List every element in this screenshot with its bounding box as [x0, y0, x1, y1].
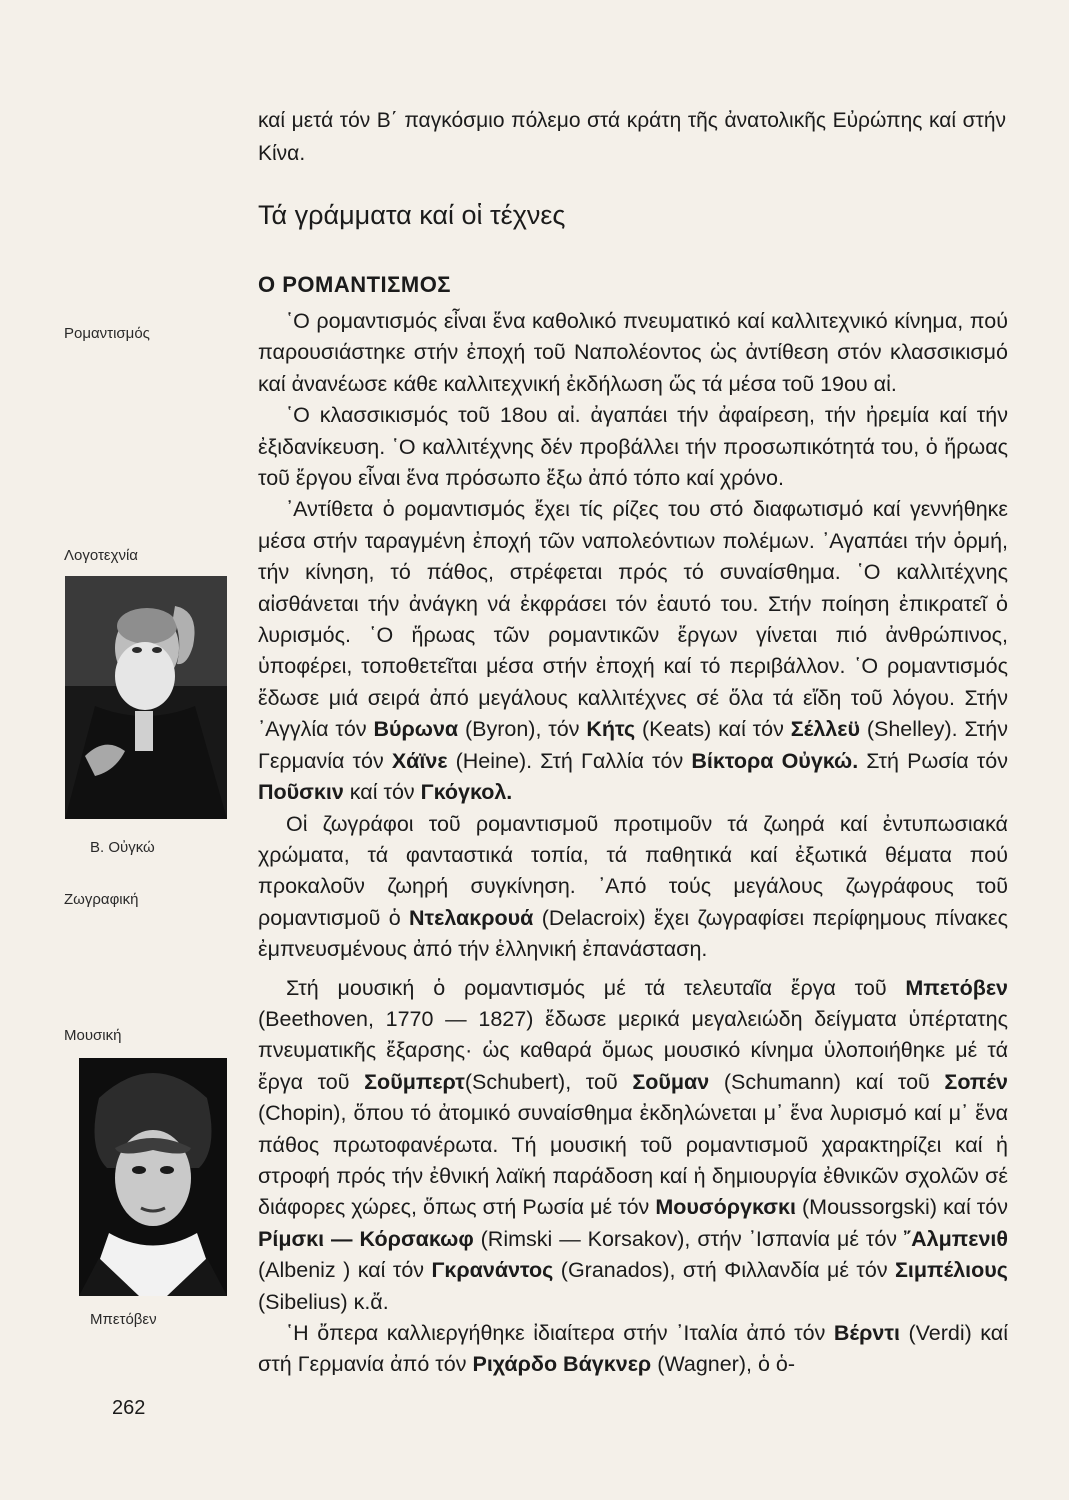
paragraph-2: ῾Ο κλασσικισμός τοῦ 18ου αἰ. ἀγαπάει τήν ἀφαίρεση, τήν ἠρεμία καί τήν ἐξιδανίκευση. ῾Ο καλλιτέχνης δέν προβάλλει τήν προσωπικότητά του, ὁ ἥρωας τοῦ ἔργου εἶναι ἕνα πρόσωπο ἔξω ἀπό τόπο καί χρόνο. [258, 403, 1008, 491]
name-granados: Γκρανάντος [431, 1258, 554, 1283]
body-text [258, 306, 1008, 1381]
p5-text-a: Στή μουσική ὁ ρομαντισμός μέ τά τελευταῖα ἔργα τοῦ [286, 975, 887, 1000]
name-rimsky: Ρίμσκι — Κόρσακωφ [258, 1226, 474, 1251]
name-schumann: Σοῦμαν [632, 1069, 710, 1094]
name-delacroix: Ντελακρουά [409, 905, 534, 930]
p3-text-c: (Keats) καί τόν [642, 717, 784, 742]
name-beethoven: Μπετόβεν [905, 975, 1008, 1000]
paragraph-6 [258, 1318, 1008, 1381]
name-gogol: Γκόγκολ. [420, 780, 513, 805]
paragraph-5 [258, 973, 1008, 1318]
p5-text-f: (Moussorgski) καί τόν [802, 1195, 1008, 1220]
name-sibelius: Σιμπέλιους [895, 1258, 1008, 1283]
name-byron: Βύρωνα [373, 717, 459, 742]
p5-text-h: (Albeniz ) καί τόν [258, 1258, 425, 1283]
p6-text-a: ῾Η ὄπερα καλλιεργήθηκε ἰδιαίτερα στήν ᾽Ιταλία ἀπό τόν [286, 1321, 826, 1345]
hugo-portrait [65, 576, 227, 819]
name-pushkin: Ποῦσκιν [258, 780, 344, 805]
caption-beethoven: Μπετόβεν [90, 1311, 157, 1328]
p5-text-b: (Beethoven, 1770 — 1827) ἔδωσε μερικά μεγαλειώδη δείγματα ὑπέρτατης πνευματικῆς ἔξαρσης· ὡς καθαρά ὅμως μουσικό κίνημα ὑλοποιήθηκε μέ τά ἔργα τοῦ [258, 1006, 1008, 1094]
p3-text-f: Στή Ρωσία τόν [866, 748, 1008, 773]
beethoven-portrait [79, 1058, 227, 1296]
section-title: Τά γράμματα καί οἱ τέχνες [258, 200, 566, 230]
p5-text-e: (Chopin), ὅπου τό ἀτομικό συναίσθημα ἐκδηλώνεται μ᾽ ἕνα λυρισμό καί μ᾽ ἕνα πάθος πρωτοφανέρωτα. Τή μουσική τοῦ ρομαντισμοῦ χαρακτηρίζει καί ἡ στροφή πρός τήν ἐθνική λαϊκή παράδοση καί ἡ δημιουργία ἐθνικῶν σχολῶν σέ διάφορες χώρες, ὅπως στή Ρωσία μέ τόν [258, 1101, 1008, 1220]
name-hugo: Βίκτορα Οὐγκώ. [691, 748, 859, 773]
intro-text: καί μετά τόν Β΄ παγκόσμιο πόλεμο στά κράτη τῆς ἀνατολικῆς Εὐρώπης καί στήν Κίνα. [258, 109, 1006, 165]
p3-text-e: (Heine). Στή Γαλλία τόν [455, 748, 684, 773]
margin-note-music: Μουσική [64, 1027, 122, 1044]
paragraph-4 [258, 809, 1008, 966]
p5-text-j: (Sibelius) κ.ἄ. [258, 1289, 389, 1314]
subsection-title: Ο ΡΟΜΑΝΤΙΣΜΟΣ [258, 272, 452, 297]
name-wagner: Ριχάρδο Βάγκνερ [472, 1352, 652, 1377]
name-heine: Χάϊνε [391, 748, 448, 773]
p4-text-b: (Delacroix) ἔχει ζωγραφίσει περίφημους πίνακες ἐμπνευσμένους ἀπό τήν ἑλληνική ἐπανάσταση. [258, 905, 1009, 962]
hugo-portrait-image [65, 576, 227, 819]
margin-note-romanticism: Ρομαντισμός [64, 325, 150, 342]
caption-hugo: Β. Οὐγκώ [90, 839, 155, 856]
p6-text-b: (Verdi) καί στή Γερμανία ἀπό τόν [258, 1321, 1008, 1377]
paragraph-3 [258, 494, 1008, 808]
name-mussorgsky: Μουσόργκσκι [655, 1195, 796, 1220]
p3-text-a: ᾽Αντίθετα ὁ ρομαντισμός ἔχει τίς ρίζες του στό διαφωτισμό καί γεννήθηκε μέσα στήν ταραγμένη ἐποχή τῶν ναπολεόντιων πολέμων. ᾽Αγαπάει τήν ὁρμή, τήν κίνηση, τό πάθος, στρέφεται πρός τό συναίσθημα. ῾Ο καλλιτέχνης αἰσθάνεται τήν ἀνάγκη νά ἐκφράσει τόν ἑαυτό του. Στήν ποίηση ἐπικρατεῖ ὁ λυρισμός. ῾Ο ἥρωας τῶν ρομαντικῶν ἔργων γίνεται πιό ἀνθρώπινος, ὑποφέρει, τοποθετεῖται μέσα στήν ἐποχή καί τό περιβάλλον. ῾Ο ρομαντισμός ἔδωσε μιά σειρά ἀπό μεγάλους καλλιτέχνες σέ ὅλα τά εἴδη τοῦ λόγου. Στήν ᾽Αγγλία τόν [258, 497, 1008, 742]
p5-text-g: (Rimski — Korsakov), στήν ᾽Ισπανία μέ τόν [480, 1226, 898, 1251]
p5-text-d: (Schumann) καί τοῦ [723, 1069, 930, 1094]
name-albeniz: ῎Αλμπενιθ [903, 1226, 1008, 1251]
name-chopin: Σοπέν [944, 1069, 1008, 1094]
p5-text-i: (Granados), στή Φιλλανδία μέ τόν [560, 1258, 888, 1283]
beethoven-portrait-image [79, 1058, 227, 1296]
p4-text-a: Οἱ ζωγράφοι τοῦ ρομαντισμοῦ προτιμοῦν τά ζωηρά καί ἐντυπωσιακά χρώματα, τά φανταστικά τοπία, τά παθητικά καί ἐξωτικά θέματα πού προκαλοῦν ζωηρή συγκίνηση. ᾽Από τούς μεγάλους ζωγράφους τοῦ ρομαντισμοῦ ὁ [258, 811, 1008, 930]
p5-text-c: (Schubert), τοῦ [464, 1069, 618, 1094]
name-schubert: Σοῦμπερτ [364, 1069, 465, 1094]
name-shelley: Σέλλεϋ [790, 717, 860, 742]
page-number: 262 [112, 1397, 146, 1419]
intro-paragraph [258, 104, 1006, 170]
p3-text-b: (Byron), τόν [464, 717, 580, 742]
margin-note-literature: Λογοτεχνία [64, 547, 138, 564]
name-keats: Κήτς [586, 717, 636, 742]
p3-text-d: (Shelley). Στήν Γερμανία τόν [258, 717, 1008, 773]
name-verdi: Βέρντι [833, 1321, 900, 1345]
p3-text-g: καί τόν [349, 780, 415, 805]
p6-text-c: (Wagner), ὁ ὁ- [657, 1352, 796, 1377]
paragraph-1: ῾Ο ρομαντισμός εἶναι ἕνα καθολικό πνευματικό καί καλλιτεχνικό κίνημα, πού παρουσιάστηκε στήν ἐποχή τοῦ Ναπολέοντος ὡς ἀντίθεση στόν κλασσικισμό καί ἀνανέωσε κάθε καλλιτεχνική ἐκδήλωση ὥς τά μέσα τοῦ 19ου αἰ. [258, 309, 1008, 396]
margin-note-painting: Ζωγραφική [64, 891, 139, 908]
